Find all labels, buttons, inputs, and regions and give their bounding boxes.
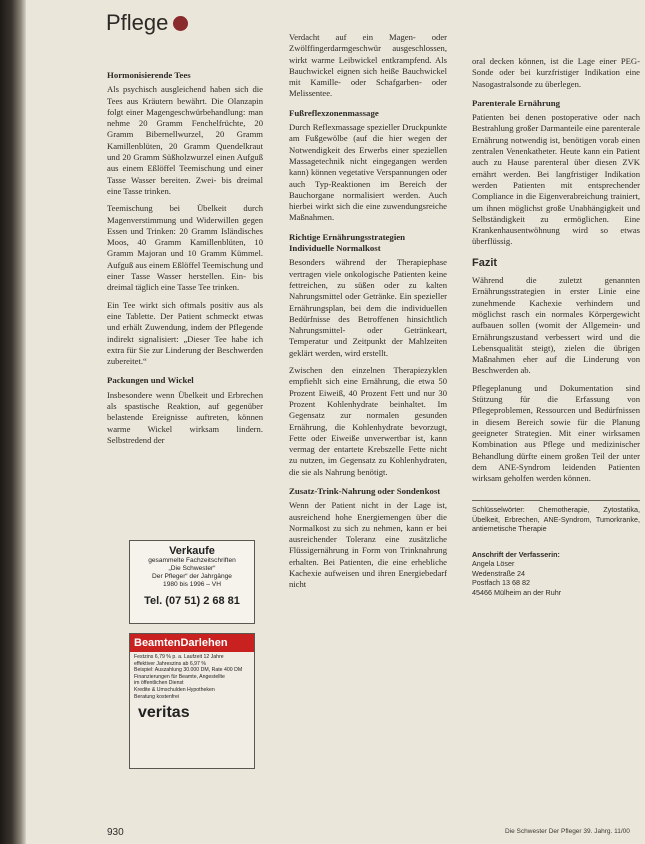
ad-fine-line: Kredite & Umschulden Hypotheken (134, 686, 215, 693)
section-header (106, 10, 188, 36)
heading-fazit: Fazit (472, 256, 498, 269)
paragraph: Insbesondere wenn Übelkeit und Erbrechen als spastische Reaktion, auf gegenüber belastende Ereignisse auftreten, können warme Wickel wirksam lindern. Selbstredend der (107, 389, 263, 445)
ad-fine-line: im öffentlichen Dienst (134, 680, 184, 687)
ad-line: 1980 bis 1996 – VH (163, 581, 221, 588)
address-line: Postfach 13 68 82 (472, 578, 530, 588)
author-address (472, 550, 640, 598)
heading-tees: Hormonisierende Tees (107, 70, 191, 80)
ad-line: „Die Schwester“ (168, 565, 216, 572)
ad-phone: Tel. (07 51) 2 68 81 (144, 595, 240, 607)
classified-ad-verkaufe (129, 540, 255, 624)
paragraph: Durch Reflexmassage spezieller Druckpunkte am Fußgewölbe (auf die hier wegen der Notwendigkeit des Erwerbs einer speziellen Massagetechnik nicht eingegangen werden kann) können vegetative Verspannungen oder auch Typ-Reaktionen im Bereich der Bauchorgane normalisiert werden. Auch hierbei wirkt sich die eine zuwendungsreiche Maßnahmen. (289, 122, 447, 223)
heading-zusatz: Zusatz-Trink-Nahrung oder Sondenkost (289, 485, 441, 496)
ad-fine-line: effektiver Jahreszins ab 6,97 % (134, 660, 206, 667)
heading-line: Richtige Ernährungsstrategien (289, 231, 406, 242)
column-3 (472, 56, 640, 597)
book-spine-shadow (0, 0, 26, 844)
ad-title: Verkaufe (169, 545, 215, 557)
paragraph: Während die zuletzt genannten Ernährungsstrategien in erster Linie eine zunehmende Kachexie verhindern und möglichst rasch ein normales Körpergewicht aufbauen sollen (womit der Allgemein- und Ernährungszustand verbessert wird und die Lebensqualität steigt), zielen die übrigen Maßnahmen eher auf die Linderung von Beschwerden ab. (472, 275, 640, 376)
ad-line: gesammelte Fachzeitschriften (148, 557, 236, 564)
ad-line: Der Pfleger“ der Jahrgänge (152, 573, 232, 580)
paragraph: oral decken können, ist die Lage einer PEG-Sonde oder bei kurzfristiger Indikation eine Nasogastralsonde zu überlegen. (472, 56, 640, 89)
ad-fine-line: Finanzierungen für Beamte, Angestellte (134, 673, 225, 680)
ad-fine-print (130, 652, 254, 702)
paragraph: Zwischen den einzelnen Therapiezyklen empfiehlt sich eine Ernährung, die etwa 50 Prozent Eiweiß, 40 Prozent Fett und nur 30 Prozent Kohlenhydrate beinhaltet. Im Gegensatz zur normalen gesunden Ernährung, die Kohlenhydrate bevorzugt, Fette oder Eiweiße unverwertbar ist, kann vermag der entartete Krebszelle Fette nicht zu nutzen, im Gegensatz zu Kohlenhydraten, die sie als Nahrung benötigt. (289, 365, 447, 477)
ad-fine-line: Beispiel: Auszahlung 30.000 DM, Rate 400 DM (134, 667, 243, 674)
ad-logo: veritas (138, 704, 190, 722)
column-2 (289, 32, 447, 597)
paragraph: Patienten bei denen postoperative oder nach Bestrahlung großer Darmanteile eine parenterale Ernährung notwendig ist, benötigen vorab einen zentralen Venenkatheter. Heute kann ein Patient auch zu Hause parenteral über diesen ZVK ernährt werden. Bei langfristiger Indikation werden Patienten mit entsprechender Compliance in die Eigenverabreichung trainiert, um ihnen möglichst große Unabhängigkeit und Selbständigkeit zu ermöglichen. Eine Krankenhausentwöhnung wird so etwas überflüssig. (472, 112, 640, 247)
paragraph: Teemischung bei Übelkeit durch Magenverstimmung und Widerwillen gegen Essen und Trinken: 20 Gramm Isländisches Moos, 40 Gramm Kamillenblüten, 10 Gramm Majoran und 10 Gramm Kümmel. Aufguß aus einem Eßlöffel Teemischung und einer Tasse Wasser herstellen. Ein- bis dreimal täglich eine Tasse Tee trinken. (107, 203, 263, 293)
running-footer: Die Schwester Der Pfleger 39. Jahrg. 11/00 (505, 828, 630, 835)
heading-packungen: Packungen und Wickel (107, 375, 194, 386)
heading-fussreflex: Fußreflexzonenmassage (289, 107, 379, 118)
paragraph: Ein Tee wirkt sich oftmals positiv aus als eine Tablette. Der Patient schmeckt etwas und erhält Zuwendung, indem der Pflegende indirekt signalisiert: „Dieser Tee habe ich extra für Sie zur Linderung der Beschwerden zubereitet.“ (107, 299, 263, 367)
page-number: 930 (107, 827, 124, 838)
paragraph: Pflegeplanung und Dokumentation sind Stützung für die Erfassung von Pflegeproblemen, Ressourcen und Bedürfnissen in diesem Bereich sowie für die Planung geeigneter Strategien. Mit einer wirksamen Kombination aus Pflege und medizinischer Behandlung dürfte einem großen Teil der unter dem ANE-Syndrom leidenden Patienten wirksam geholfen werden können. (472, 382, 640, 484)
address-title: Anschrift der Verfasserin: (472, 549, 560, 559)
paragraph: Verdacht auf ein Magen- oder Zwölffingerdarmgeschwür ausgeschlossen, wirkt warme Leibwickel entkrampfend. Als Bauchwickel eignen sich heiße Bauchwickel mit Kamille- oder Schafgarben- oder Melissentee. (289, 32, 447, 99)
address-line: 45466 Mülheim an der Ruhr (472, 587, 562, 597)
address-line: Wedenstraße 24 (472, 568, 526, 578)
paragraph: Besonders während der Therapiephase vertragen viele onkologische Patienten keine fettreichen, zu süßen oder zu kalten Nahrungsmittel oder Getränke. Ein spezieller Ernährungsplan, bei dem die individuellen Bedürfnisse des Betroffenen hinsichtlich Nahrungsmittel- oder Getränkeart, Temperatur und Zeitpunkt der Mahlzeiten geklärt werden, wird erstellt. (289, 257, 447, 358)
heading-line: Individuelle Normalkost (289, 243, 381, 254)
heading-parenteral: Parenterale Ernährung (472, 97, 561, 108)
section-title: Pflege (106, 10, 169, 35)
ad-fine-line: Festzins 6,79 % p. a. Laufzeit 12 Jahre (134, 654, 224, 660)
ad-fine-line: Beratung kostenfrei (134, 693, 179, 700)
keywords: Schlüsselwörter: Chemotherapie, Zytostatika, Übelkeit, Erbrechen, ANE-Syndrom, Tumorkranke, antiemetische Therapie (472, 500, 640, 534)
column-1 (107, 62, 263, 452)
address-line: Angela Löser (472, 559, 515, 569)
loan-ad (129, 633, 255, 769)
ad-brand: BeamtenDarlehen (130, 634, 254, 652)
paragraph: Als psychisch ausgleichend haben sich die Tees aus Kräutern bewährt. Die Olanzapin folgt einer Magengeschwürbehandlung: man nehme 20 Gramm Fenchelfrüchte, 20 Gramm Bibernellwurzel, 20 Gramm Kamillenblüten, 20 Gramm Quendelkraut und 20 Gramm Süßholzwurzel einen Aufguß aus einem Eßlöffel Teemischung und einer Tasse Wasser bereiten. Zwei- bis dreimal eine Tasse trinken. (107, 84, 263, 196)
paragraph: Wenn der Patient nicht in der Lage ist, ausreichend hohe Energiemengen über die Normalkost zu sich zu nehmen, kann er bei ausreichender Toleranz eine zusätzliche Flüssigernährung in Form von Trinknahrung erhalten. Bei Patienten, die eine erhebliche Kachexie aufweisen und ihren Energiebedarf nicht (289, 500, 447, 590)
heading-ernaehrung (289, 232, 447, 255)
section-dot-icon (173, 16, 188, 31)
